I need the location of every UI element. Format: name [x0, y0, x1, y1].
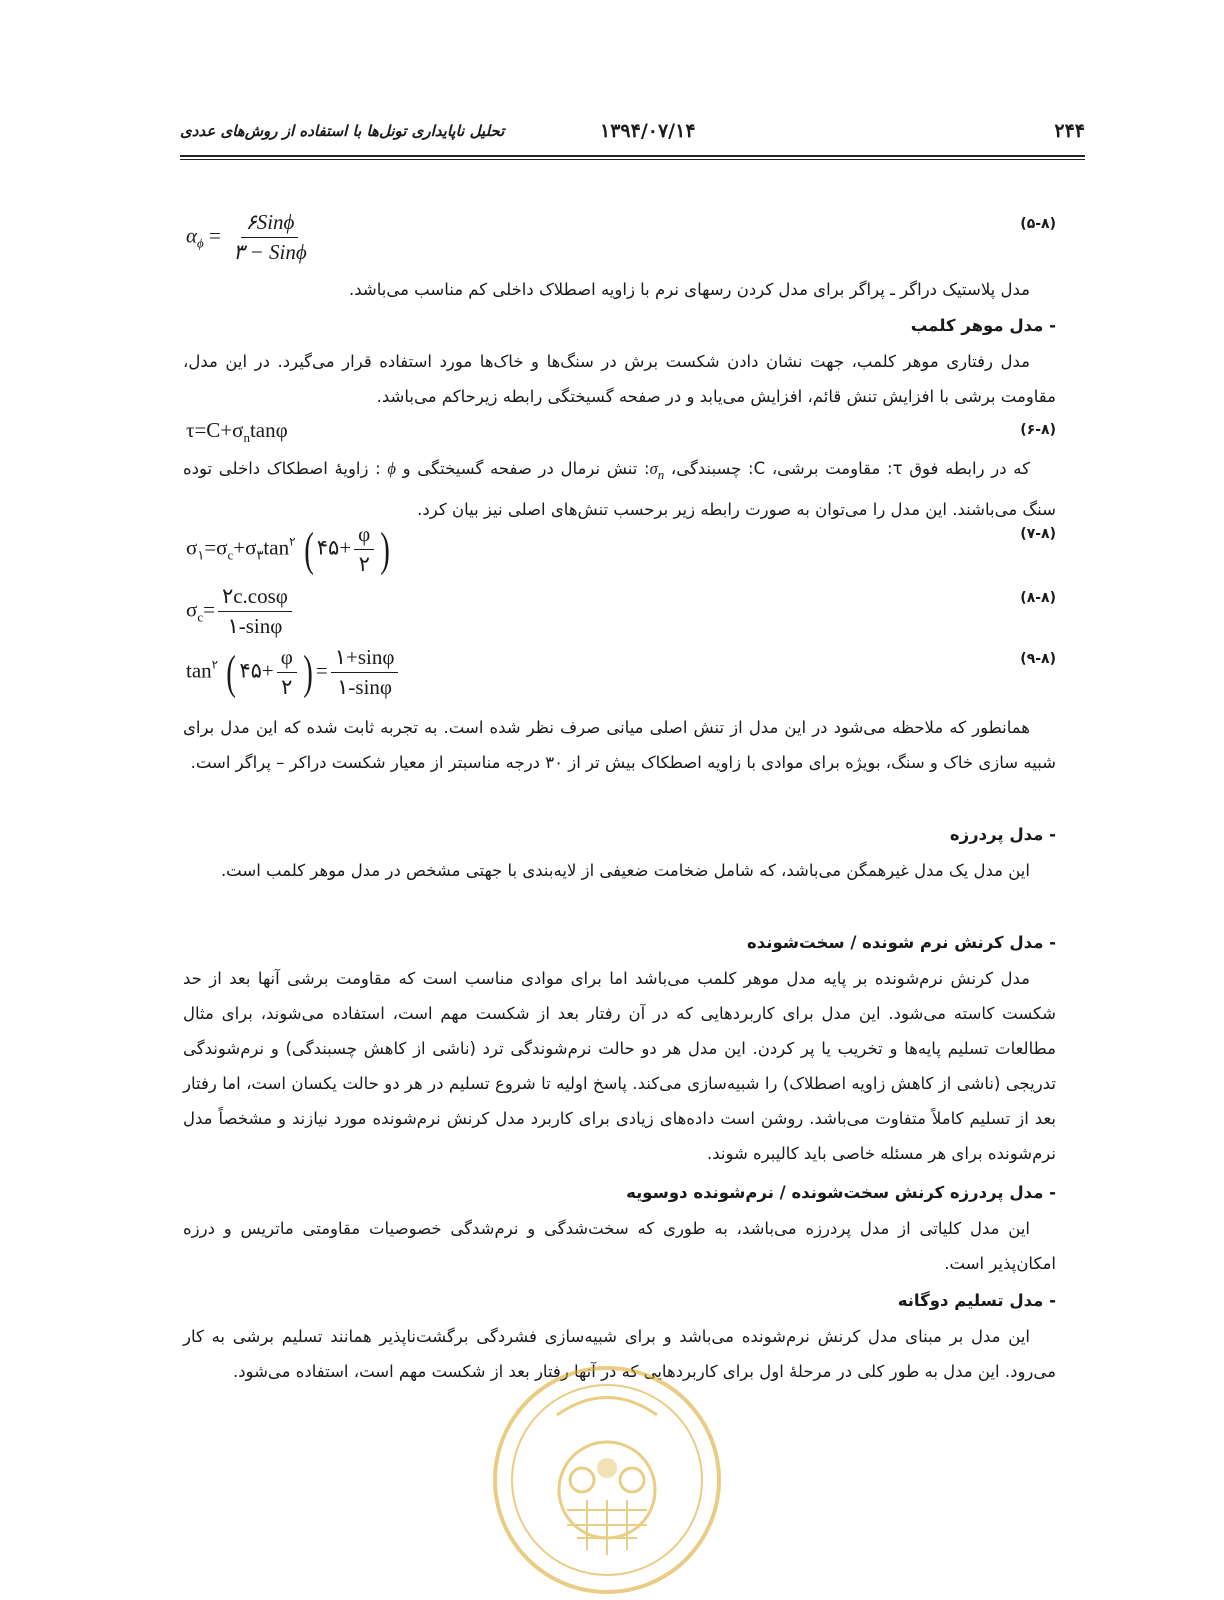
paragraph-variables	[183, 451, 1056, 527]
watermark-logo	[487, 1360, 727, 1600]
eq5-equals: =	[209, 223, 221, 248]
eq5-denominator: ۳ − Sinϕ	[233, 240, 307, 264]
p3-part-a: که در رابطه فوق τ: مقاومت برشی، C: چسبندگی،	[664, 459, 1030, 478]
eq7-tan: tan	[263, 535, 290, 560]
eq8-sub: c	[197, 609, 204, 625]
eq9-denominator: ۱-sinφ	[337, 675, 393, 699]
equation-label-8-8: (۸-۸)	[1020, 590, 1056, 606]
eq5-fraction	[229, 210, 311, 265]
eq6-rest: tanφ	[249, 418, 288, 442]
equation-5-8	[186, 210, 314, 265]
equation-label-9-8: (۹-۸)	[1020, 651, 1056, 667]
eq5-lhs-sub: ϕ	[197, 235, 204, 251]
page-header	[180, 118, 1085, 148]
eq7-sub3: ۳	[256, 547, 264, 563]
paragraph-strain-softening: مدل کرنش نرم‌شونده بر پایه مدل موهر کلمب می‌باشد اما برای موادی مناسب است که مقاومت برشی آنها بعد از حد شکست کاسته می‌شود. این مدل برای کاربردهایی که در آن رفتار بعد از شکست مهم است، استفاده می‌شوند، برای مثال مطالعات تسلیم پایه‌ها و تخریب یا پر کردن. این مدل هر دو حالت نرم‌شوندگی ترد (ناشی از کاهش چسبندگی) و نرم‌شوندگی تدریجی (ناشی از کاهش زاویه اصطلاک) را شبیه‌سازی می‌کند. پاسخ اولیه تا شروع تسلیم در هر دو حالت یکسان است، اما رفتار بعد از تسلیم کاملاً متفاوت می‌باشد. روشن است داده‌های زیادی برای کاربرد مدل کرنش نرم‌شونده مورد نیازند و مشخصاً مدل نرم‌شونده برای هر مسئله خاصی باید کالیبره شوند.	[183, 969, 1056, 1163]
p3-part-b: : تنش نرمال در صفحه گسیختگی و	[395, 459, 650, 478]
equation-8-8	[186, 584, 295, 639]
paragraph-drucker-prager: مدل پلاستیک دراگر ـ پراگر برای مدل کردن رسهای نرم با زاویه اصطلاک داخلی کم مناسب می‌باشد.	[348, 280, 1030, 299]
eq9-left-paren: (	[226, 645, 237, 699]
eq9-inner-fraction	[277, 645, 297, 700]
eq7-sup: ۲	[289, 534, 296, 549]
paragraph-double-yield: این مدل بر مبنای مدل کرنش نرم‌شونده می‌باشد و برای شبیه‌سازی فشردگی برگشت‌ناپذیر همانند تسلیم برشی به کار می‌رود. این مدل به طور کلی در مرحلهٔ اول برای کاربردهایی که در آنها رفتار بعد از شکست مهم است، استفاده می‌شود.	[183, 1327, 1056, 1381]
heading-bilinear-strain: - مدل پردرزه کرنش سخت‌شونده / نرم‌شونده دوسویه	[626, 1183, 1056, 1202]
eq7-sigma1: σ	[186, 535, 198, 560]
equation-label-6-8: (۶-۸)	[1020, 422, 1056, 438]
eq9-equals: =	[315, 658, 328, 683]
eq9-numerator: ۱+sinφ	[331, 645, 399, 673]
eq6-sub: n	[243, 430, 250, 445]
eq7-numerator: φ	[354, 522, 374, 550]
page-number: ۲۴۴	[1054, 120, 1085, 142]
p3-sigma: σ	[649, 459, 658, 478]
heading-strain-softening: - مدل کرنش نرم شونده / سخت‌شونده	[747, 933, 1056, 952]
eq7-fraction	[354, 522, 374, 577]
header-date: ۱۳۹۴/۰۷/۱۴	[600, 120, 696, 142]
eq5-numerator: ۶Sinϕ	[241, 210, 298, 238]
eq8-fraction	[218, 584, 292, 639]
eq9-inner: ۴۵+	[239, 658, 274, 683]
eq8-numerator: ۲c.cosφ	[218, 584, 292, 612]
equation-9-8	[186, 645, 401, 700]
eq7-sub2: c	[227, 547, 234, 563]
equation-7-8	[186, 522, 393, 577]
equation-label-7-8: (۷-۸)	[1020, 526, 1056, 542]
running-title: تحلیل ناپایداری تونل‌ها با استفاده از روش‌های عددی	[180, 122, 505, 140]
paragraph-mohr-coulomb: مدل رفتاری موهر کلمب، جهت نشان دادن شکست برش در سنگ‌ها و خاک‌ها مورد استفاده قرار می‌گیرد. در این مدل، مقاومت برشی با افزایش تنش قائم، افزایش می‌یابد و در صفحه گسیختگی رابطه زیرحاکم می‌باشد.	[183, 352, 1056, 406]
equation-6-8	[186, 418, 288, 446]
eq7-right-paren: )	[380, 522, 391, 576]
eq7-sigmac: =σ	[204, 535, 228, 560]
paragraph-ubiquitous-joint: این مدل یک مدل غیرهمگن می‌باشد، که شامل ضخامت ضعیفی از لایه‌بندی با جهتی مشخص در مدل موهر کلمب است.	[220, 861, 1030, 880]
heading-mohr-coulomb: - مدل موهر کلمب	[910, 316, 1056, 335]
heading-double-yield: - مدل تسلیم دوگانه	[897, 1291, 1056, 1310]
eq9-sup: ۲	[211, 657, 219, 672]
eq6-main: τ=C+σ	[186, 418, 244, 442]
eq9-right-paren: )	[303, 645, 313, 699]
eq9-tan: tan	[186, 658, 212, 683]
paragraph-observation: همانطور که ملاحظه می‌شود در این مدل از تنش اصلی میانی صرف نظر شده است. به تجربه ثابت شده که این مدل برای شبیه سازی خاک و سنگ، بویژه برای موادی با زاویه اصطکاک بیش تر از ۳۰ درجه مناسبتر از معیار شکست دراکر – پراگر است.	[183, 718, 1056, 772]
eq7-left-paren: (	[303, 522, 314, 576]
heading-ubiquitous-joint: - مدل پردرزه	[949, 825, 1056, 844]
eq8-sigma: σ	[186, 597, 198, 622]
eq8-denominator: ۱-sinφ	[227, 614, 283, 638]
equation-label-5-8: (۵-۸)	[1020, 216, 1056, 232]
eq9-inner-numerator: φ	[277, 645, 297, 673]
eq7-inner: ۴۵+	[316, 535, 352, 560]
p3-part-c: : زاویهٔ اصطکاک داخلی توده سنگ می‌باشند. این مدل را می‌توان به صورت رابطه زیر برحسب تنش‌های اصلی نیز بیان کرد.	[183, 459, 1056, 519]
eq7-sigma3: +σ	[233, 535, 257, 560]
p3-phi: ϕ	[387, 459, 396, 478]
eq8-equals: =	[203, 597, 215, 622]
p3-sigma-sub: n	[657, 467, 665, 482]
paragraph-bilinear-strain: این مدل کلیاتی از مدل پردرزه می‌باشد، به طوری که سخت‌شدگی و نرم‌شدگی خصوصیات مقاومتی ماتریس و درزه امکان‌پذیر است.	[183, 1219, 1056, 1273]
eq5-lhs: α	[186, 223, 198, 248]
eq7-denominator: ۲	[358, 552, 370, 576]
header-rule-thin	[180, 159, 1085, 160]
eq9-fraction	[331, 645, 399, 700]
eq7-sub1: ۱	[197, 547, 205, 563]
header-rule-thick	[180, 155, 1085, 157]
eq9-inner-denominator: ۲	[281, 675, 293, 699]
